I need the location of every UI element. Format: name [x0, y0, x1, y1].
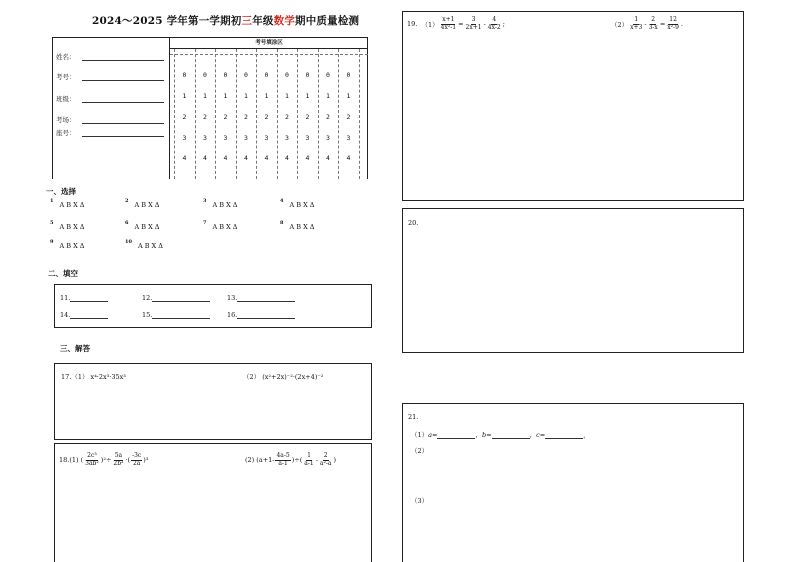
question-21-box[interactable] [402, 403, 744, 562]
fill-blank-box [54, 284, 372, 328]
choice-options[interactable]: A B X Δ [212, 201, 238, 209]
grid-digit-bubble[interactable]: 4 [285, 154, 289, 162]
grid-digit-bubble[interactable]: 0 [346, 71, 351, 79]
question-17-box[interactable] [54, 363, 372, 440]
fill-item-16[interactable]: 16. [227, 311, 295, 319]
q19-part1: 19. （1） $\frac{x+1}{\text{4x²-1}}$ = $\frac{3}{2x+1}$ - $\frac{4}{4x-2}$ ; [407, 16, 505, 31]
choice-question-8[interactable] [280, 220, 315, 231]
question-18-box[interactable] [54, 443, 372, 562]
grid-digit-bubble[interactable]: 2 [305, 113, 310, 121]
grid-digit-bubble[interactable]: 3 [285, 134, 289, 142]
choice-options[interactable]: A B X Δ [289, 223, 315, 231]
grid-digit-bubble[interactable]: 1 [346, 92, 351, 100]
fill-item-14[interactable]: 14. [60, 311, 108, 319]
grid-digit-bubble[interactable]: 0 [182, 71, 187, 79]
choice-options[interactable]: A B X Δ [59, 201, 85, 209]
grid-column-divider [359, 49, 360, 179]
choice-question-3[interactable] [203, 198, 238, 209]
fill-item-11[interactable]: 11. [60, 294, 108, 302]
choice-number: 10 [125, 239, 132, 245]
choice-number: 7 [203, 220, 207, 226]
grid-digit-bubble[interactable]: 1 [244, 92, 248, 100]
q17-part1: 17.（1） x⁴·2x³·35x³ [61, 373, 126, 381]
grid-digit-bubble[interactable]: 2 [203, 113, 207, 121]
grid-digit-bubble[interactable]: 2 [223, 113, 228, 121]
choice-number: 6 [125, 220, 129, 226]
grid-digit-bubble[interactable]: 3 [326, 134, 330, 142]
grid-digit-bubble[interactable]: 4 [223, 154, 228, 162]
choice-question-9[interactable] [50, 239, 85, 250]
grid-digit-bubble[interactable]: 2 [264, 113, 269, 121]
question-20-box[interactable] [402, 208, 744, 353]
q18-part1: 18.(1) ( $\frac{\text{2c³}}{\text{3ab²}}$ )²÷ $\frac{5a}{\text{2b³}}$ ·( $\frac{-3c}{2a}$ )³ [59, 452, 149, 467]
q20-label: 20. [408, 219, 419, 227]
grid-digit-bubble[interactable]: 4 [264, 154, 269, 162]
choice-options[interactable]: A B X Δ [289, 201, 315, 209]
grid-digit-bubble[interactable]: 1 [305, 92, 310, 100]
exam-number-field[interactable]: 考号： [56, 72, 164, 81]
grid-digit-bubble[interactable]: 2 [346, 113, 351, 121]
section-choice-title: 一、选择 [46, 187, 76, 196]
grid-digit-bubble[interactable]: 4 [182, 154, 187, 162]
q21-part2: （2） [411, 447, 429, 455]
q21-part1: （1） a= ，b= ，c= ， [411, 430, 590, 439]
q21-part3: （3） [411, 497, 429, 505]
exam-room-field[interactable]: 考场： [56, 115, 164, 124]
grid-digit-bubble[interactable]: 2 [244, 113, 248, 121]
grid-digit-bubble[interactable]: 0 [305, 71, 310, 79]
choice-question-4[interactable] [280, 198, 315, 209]
choice-options[interactable]: A B X Δ [134, 201, 160, 209]
grid-digit-bubble[interactable]: 0 [264, 71, 269, 79]
choice-question-2[interactable] [125, 198, 160, 209]
grid-digit-bubble[interactable]: 0 [223, 71, 228, 79]
grid-digit-bubble[interactable]: 0 [285, 71, 289, 79]
q19-part2: （2） $\frac{1}{x+3}$ - $\frac{2}{3-x}$ = $\frac{12}{\text{x²-9}}$ . [611, 16, 683, 31]
seat-field[interactable]: 座号： [56, 128, 164, 137]
grid-digit-bubble[interactable]: 0 [203, 71, 207, 79]
choice-number: 4 [280, 198, 284, 204]
exam-number-grid [169, 38, 367, 179]
choice-number: 2 [125, 198, 129, 204]
choice-question-10[interactable] [125, 239, 163, 250]
grid-digit-bubble[interactable]: 3 [203, 134, 207, 142]
choice-options[interactable]: A B X Δ [137, 242, 163, 250]
grid-digit-bubble[interactable]: 3 [223, 134, 228, 142]
grid-digit-bubble[interactable]: 4 [305, 154, 310, 162]
grid-digit-bubble[interactable]: 3 [305, 134, 310, 142]
fill-item-15[interactable]: 15. [142, 311, 210, 319]
grid-title: 考号填涂区 [170, 38, 368, 49]
choice-question-6[interactable] [125, 220, 160, 231]
grid-digit-bubble[interactable]: 1 [326, 92, 330, 100]
grid-digit-bubble[interactable]: 2 [326, 113, 330, 121]
choice-question-7[interactable] [203, 220, 238, 231]
choice-options[interactable]: A B X Δ [59, 242, 85, 250]
grid-digit-bubble[interactable]: 2 [182, 113, 187, 121]
grid-digit-bubble[interactable]: 1 [223, 92, 228, 100]
grid-digit-bubble[interactable]: 2 [285, 113, 289, 121]
choice-options[interactable]: A B X Δ [134, 223, 160, 231]
grid-digit-bubble[interactable]: 4 [326, 154, 330, 162]
grid-digit-bubble[interactable]: 3 [244, 134, 248, 142]
q18-part2: (2) (a+1- $\frac{4a-5}{a-1}$ )÷( $\frac{1}{a-1}$ - $\frac{2}{\text{a²-a}}$ ) [245, 452, 337, 467]
grid-digit-bubble[interactable]: 3 [264, 134, 269, 142]
name-field[interactable]: 姓名： [56, 52, 164, 61]
grid-digit-bubble[interactable]: 3 [182, 134, 187, 142]
choice-number: 9 [50, 239, 54, 245]
choice-options[interactable]: A B X Δ [212, 223, 238, 231]
grid-digit-bubble[interactable]: 0 [326, 71, 330, 79]
grid-digit-bubble[interactable]: 4 [203, 154, 207, 162]
fill-item-12[interactable]: 12. [142, 294, 210, 302]
grid-digit-bubble[interactable]: 1 [264, 92, 269, 100]
info-panel [52, 37, 368, 179]
section-answer-title: 三、解答 [60, 344, 90, 353]
question-19-box[interactable] [402, 11, 744, 201]
choice-number: 8 [280, 220, 284, 226]
choice-options[interactable]: A B X Δ [59, 223, 85, 231]
page-title: 2024～2025 学年第一学期初三年级数学期中质量检测 [92, 15, 360, 27]
q21-label: 21. [408, 413, 419, 421]
q17-part2: （2） (x²+2x)⁻²·(2x+4)⁻² [243, 373, 324, 381]
choice-question-5[interactable] [50, 220, 85, 231]
choice-number: 3 [203, 198, 207, 204]
grid-digit-bubble[interactable]: 3 [346, 134, 351, 142]
grid-digit-bubble[interactable]: 1 [182, 92, 187, 100]
grid-digit-bubble[interactable]: 0 [244, 71, 248, 79]
grid-digit-bubble[interactable]: 1 [203, 92, 207, 100]
section-fill-title: 二、填空 [48, 269, 78, 278]
choice-number: 1 [50, 198, 54, 204]
grid-digit-bubble[interactable]: 4 [346, 154, 351, 162]
fill-item-13[interactable]: 13. [227, 294, 295, 302]
choice-number: 5 [50, 220, 54, 226]
grid-digit-bubble[interactable]: 4 [244, 154, 248, 162]
choice-question-1[interactable] [50, 198, 85, 209]
class-field[interactable]: 班级： [56, 94, 164, 103]
grid-digit-bubble[interactable]: 1 [285, 92, 289, 100]
